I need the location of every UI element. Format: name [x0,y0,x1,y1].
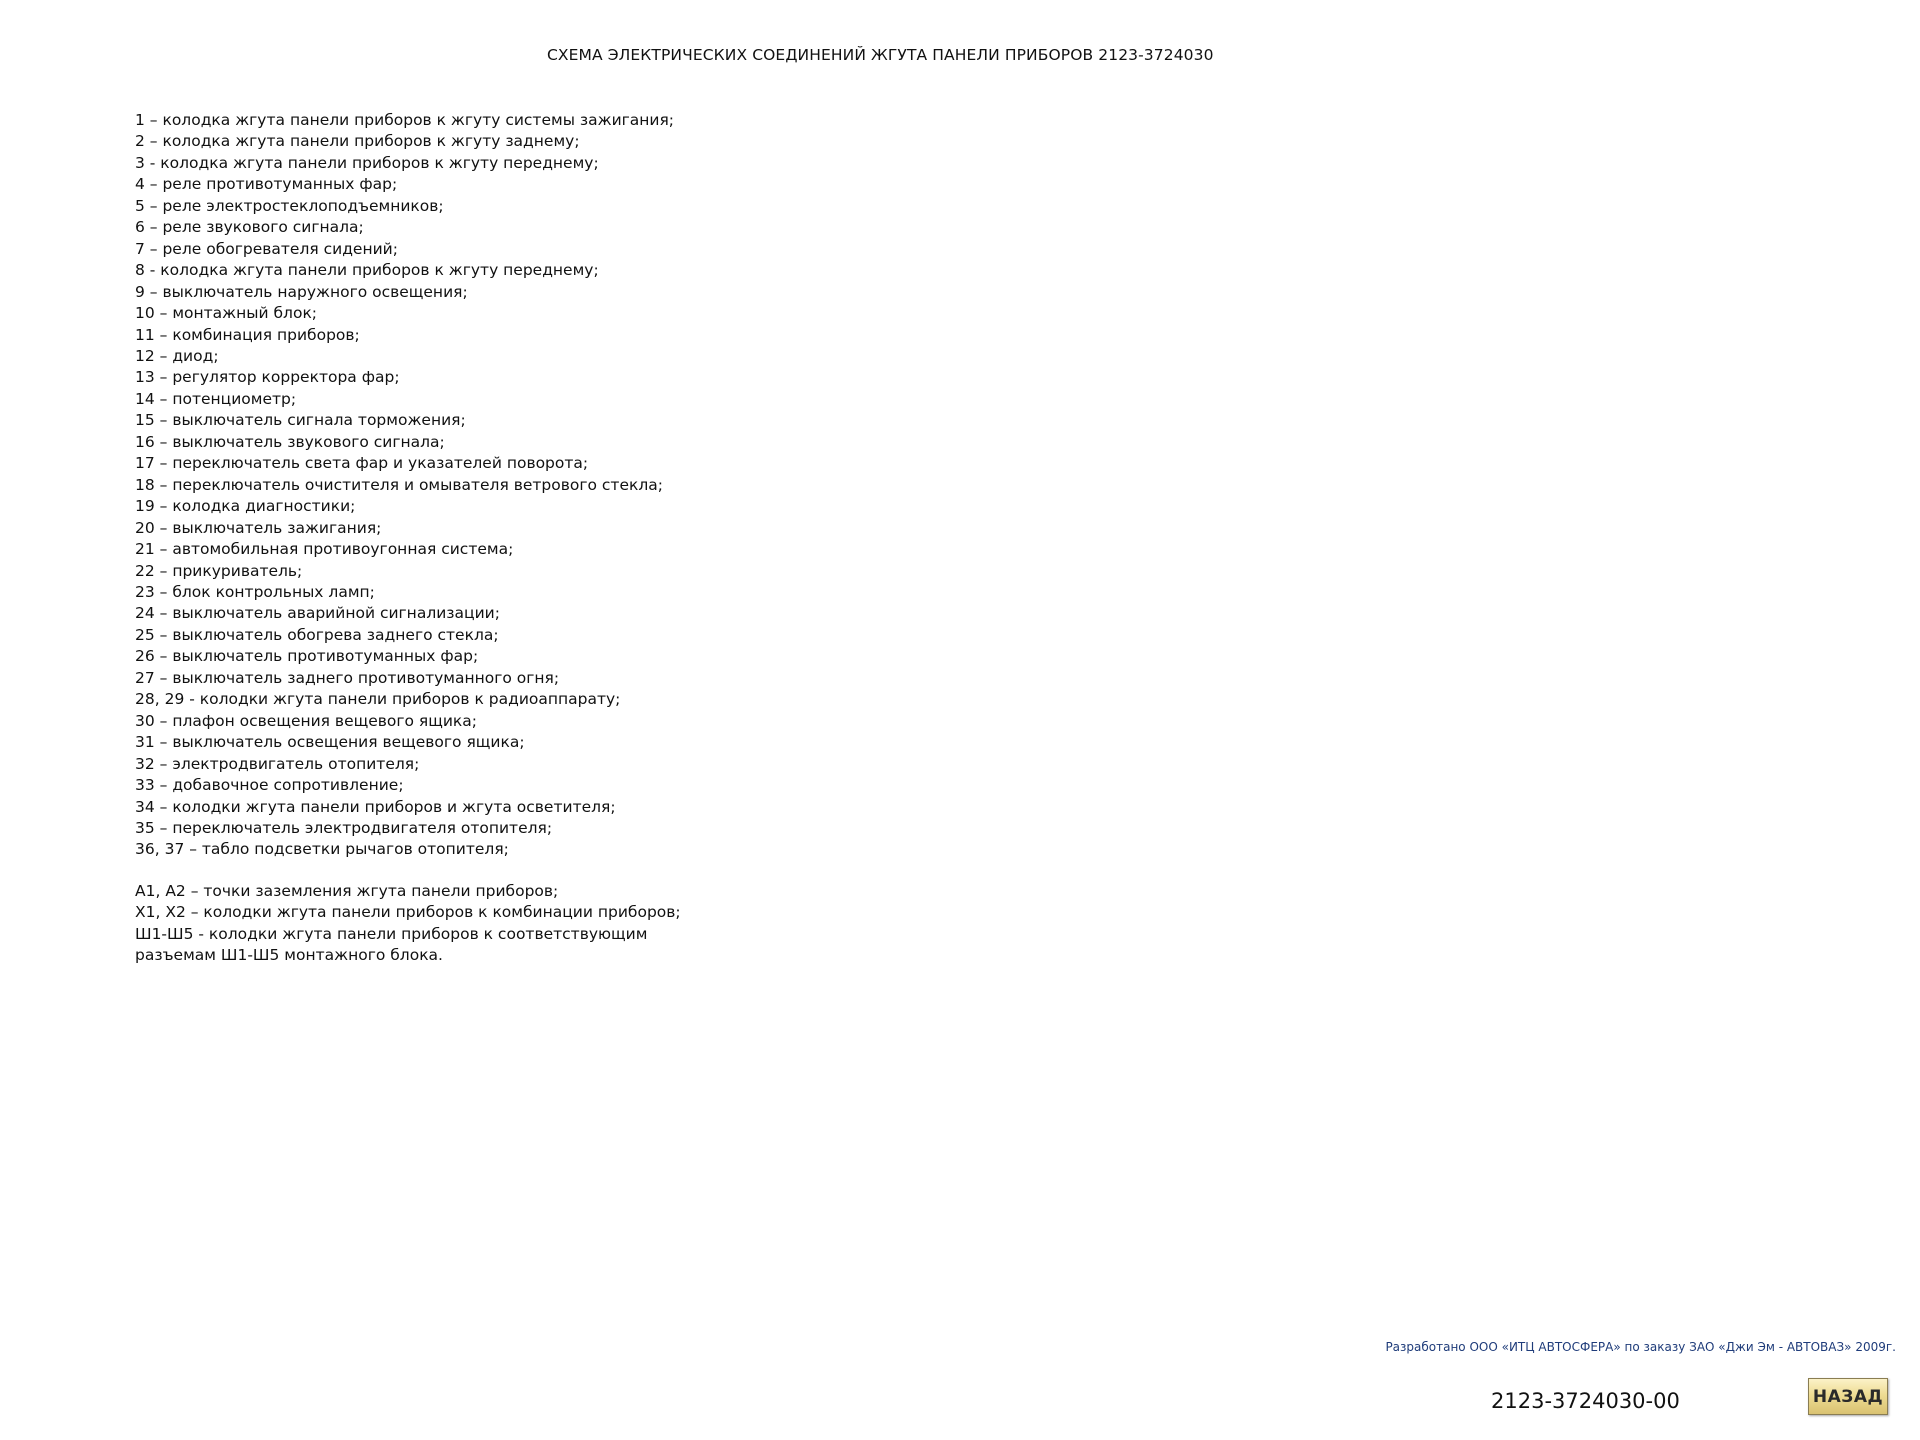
legend-item: 4 – реле противотуманных фар; [135,175,398,194]
legend-item: 13 – регулятор корректора фар; [135,368,400,387]
legend-item: 6 – реле звукового сигнала; [135,218,364,237]
document-number: 2123-3724030-00 [1491,1389,1680,1413]
legend-item: 26 – выключатель противотуманных фар; [135,647,479,666]
page-title: СХЕМА ЭЛЕКТРИЧЕСКИХ СОЕДИНЕНИЙ ЖГУТА ПАНЕЛИ ПРИБОРОВ 2123-3724030 [547,46,1214,64]
legend-item: 2 – колодка жгута панели приборов к жгуту заднему; [135,132,580,151]
legend-item: 5 – реле электростеклоподъемников; [135,196,444,215]
legend-item: 21 – автомобильная противоугонная система; [135,540,514,559]
legend-item: 12 – диод; [135,346,219,365]
legend-list [135,110,674,861]
legend-item: 23 – блок контрольных ламп; [135,582,375,601]
legend-item: 18 – переключатель очистителя и омывателя ветрового стекла; [135,475,663,494]
note-line: разъемам Ш1-Ш5 монтажного блока. [135,946,443,965]
legend-item: 15 – выключатель сигнала торможения; [135,411,466,430]
legend-item: 10 – монтажный блок; [135,304,318,323]
legend-item: 33 – добавочное сопротивление; [135,776,404,795]
legend-item: 19 – колодка диагностики; [135,497,356,516]
legend-item: 30 – плафон освещения вещевого ящика; [135,711,477,730]
note-line: Х1, Х2 – колодки жгута панели приборов к комбинации приборов; [135,903,681,922]
legend-item: 8 - колодка жгута панели приборов к жгуту переднему; [135,261,599,280]
legend-item: 11 – комбинация приборов; [135,325,360,344]
legend-item: 28, 29 - колодки жгута панели приборов к радиоаппарату; [135,690,621,709]
legend-item: 14 – потенциометр; [135,389,297,408]
legend-item: 25 – выключатель обогрева заднего стекла; [135,625,499,644]
legend-item: 34 – колодки жгута панели приборов и жгута осветителя; [135,797,616,816]
legend-item: 16 – выключатель звукового сигнала; [135,432,445,451]
legend-item: 24 – выключатель аварийной сигнализации; [135,604,500,623]
legend-item: 9 – выключатель наружного освещения; [135,282,468,301]
legend-item: 7 – реле обогревателя сидений; [135,239,398,258]
legend-item: 35 – переключатель электродвигателя отопителя; [135,818,553,837]
note-line: Ш1-Ш5 - колодки жгута панели приборов к соответствующим [135,924,648,943]
legend-item: 36, 37 – табло подсветки рычагов отопителя; [135,840,509,859]
legend-item: 3 - колодка жгута панели приборов к жгуту переднему; [135,153,599,172]
legend-item: 27 – выключатель заднего противотуманного огня; [135,668,560,687]
legend-item: 31 – выключатель освещения вещевого ящика; [135,733,525,752]
legend-item: 17 – переключатель света фар и указателей поворота; [135,454,589,473]
note-line: А1, А2 – точки заземления жгута панели приборов; [135,882,559,900]
legend-item: 20 – выключатель зажигания; [135,518,382,537]
credit-text: Разработано ООО «ИТЦ АВТОСФЕРА» по заказу ЗАО «Джи Эм - АВТОВАЗ» 2009г. [1385,1340,1896,1354]
legend-item: 32 – электродвигатель отопителя; [135,754,420,773]
notes-block [135,881,681,967]
legend-item: 22 – прикуриватель; [135,561,303,580]
legend-item: 1 – колодка жгута панели приборов к жгуту системы зажигания; [135,111,675,129]
back-button[interactable]: НАЗАД [1808,1378,1888,1415]
